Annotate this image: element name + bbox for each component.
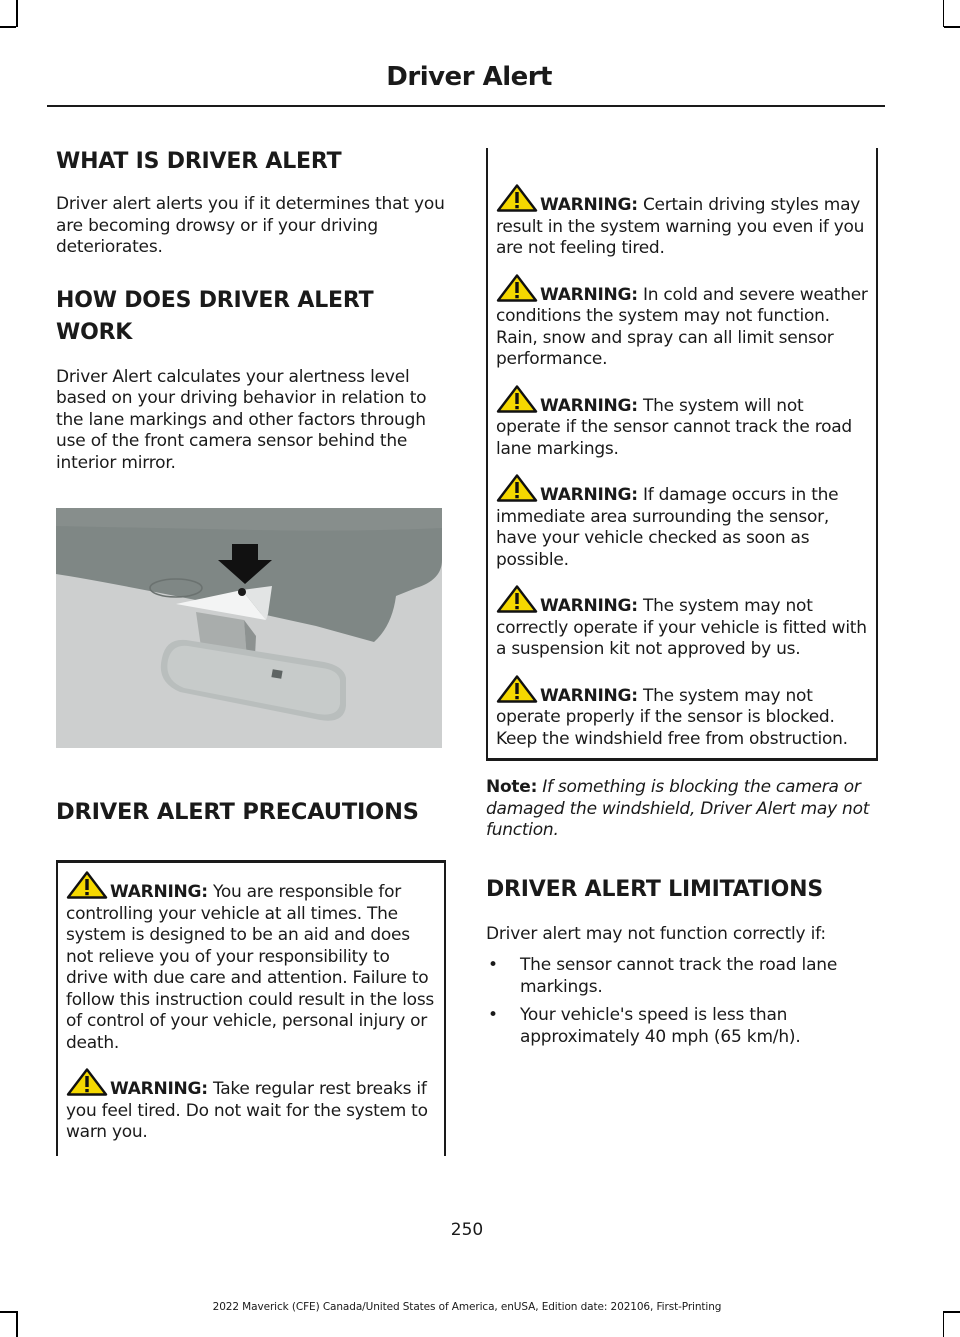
paragraph-what-is: Driver alert alerts you if it determines that you are becoming drowsy or if your driving deteriorates. bbox=[56, 194, 445, 257]
warning-text: Certain driving styles may result in the system warning you even if you are not feeling tired. bbox=[496, 195, 865, 258]
warning-item bbox=[496, 385, 868, 461]
warning-text: If damage occurs in the immediate area surrounding the sensor, have your vehicle checked as soon as possible. bbox=[496, 485, 839, 570]
warning-item bbox=[496, 274, 868, 371]
warning-triangle-icon bbox=[496, 184, 538, 212]
crop-mark bbox=[16, 1311, 18, 1337]
heading-how-does-driver-alert-work: HOW DOES DRIVER ALERT WORK bbox=[56, 287, 374, 345]
warning-text: You are responsible for controlling your vehicle at all times. The system is designed to be an aid and does not relieve you of your responsibility to drive with due care and attention. Failure to follow this instruction could result in the loss of control of your vehicle, personal injury or death. bbox=[66, 882, 435, 1053]
crop-mark bbox=[944, 1311, 960, 1313]
paragraph-limitations: Driver alert may not function correctly if: bbox=[486, 923, 826, 944]
list-item: • Your vehicle's speed is less than approximately 40 mph (65 km/h). bbox=[486, 1005, 878, 1048]
paragraph-how-it-works: Driver Alert calculates your alertness level based on your driving behavior in relation to the lane markings and other factors through use of the front camera sensor behind the interior mirror. bbox=[56, 366, 427, 473]
crop-mark bbox=[943, 0, 945, 27]
warning-triangle-icon bbox=[66, 871, 108, 899]
warning-label: WARNING: bbox=[540, 195, 638, 215]
note-text: If something is blocking the camera or damaged the windshield, Driver Alert may not function. bbox=[486, 777, 870, 840]
page-footer: 2022 Maverick (CFE) Canada/United States of America, enUSA, Edition date: 202106, First-Printing bbox=[212, 1301, 722, 1313]
crop-mark bbox=[944, 26, 960, 28]
warning-item bbox=[66, 1068, 436, 1144]
page-number: 250 bbox=[450, 1220, 484, 1240]
warning-box-left bbox=[56, 860, 446, 1156]
heading-driver-alert-precautions: DRIVER ALERT PRECAUTIONS bbox=[56, 799, 419, 825]
crop-mark bbox=[0, 26, 16, 28]
warning-label: WARNING: bbox=[110, 882, 208, 902]
note bbox=[486, 777, 878, 842]
warning-text: The system may not correctly operate if your vehicle is fitted with a suspension kit not approved by us. bbox=[496, 596, 867, 659]
heading-what-is-driver-alert: WHAT IS DRIVER ALERT bbox=[56, 149, 342, 174]
warning-triangle-icon bbox=[496, 585, 538, 613]
warning-triangle-icon bbox=[496, 675, 538, 703]
page-header-title: Driver Alert bbox=[386, 62, 552, 92]
warning-item bbox=[496, 474, 868, 571]
warning-item bbox=[496, 585, 868, 661]
warning-triangle-icon bbox=[496, 274, 538, 302]
warning-triangle-icon bbox=[66, 1068, 108, 1096]
warning-text: The system will not operate if the sensor cannot track the road lane markings. bbox=[496, 395, 852, 459]
left-column bbox=[56, 140, 446, 1156]
warning-label: WARNING: bbox=[110, 1079, 208, 1099]
warning-triangle-icon bbox=[496, 385, 538, 413]
warning-item bbox=[496, 148, 868, 260]
header-rule bbox=[47, 105, 885, 107]
warning-item bbox=[496, 675, 868, 751]
warning-text: In cold and severe weather conditions the system may not function. Rain, snow and spray can all limit sensor performance. bbox=[496, 284, 868, 369]
warning-triangle-icon bbox=[496, 474, 538, 502]
crop-mark bbox=[16, 0, 18, 27]
crop-mark bbox=[943, 1311, 945, 1337]
warning-label: WARNING: bbox=[540, 485, 638, 505]
list-item: • The sensor cannot track the road lane markings. bbox=[486, 955, 878, 998]
heading-driver-alert-limitations: DRIVER ALERT LIMITATIONS bbox=[486, 876, 823, 902]
warning-label: WARNING: bbox=[540, 284, 638, 305]
warning-box-right bbox=[486, 148, 878, 761]
note-label: Note: bbox=[486, 777, 538, 797]
warning-item bbox=[66, 871, 436, 1054]
warning-label: WARNING: bbox=[540, 395, 638, 416]
limitations-list bbox=[486, 955, 878, 1048]
warning-label: WARNING: bbox=[540, 596, 638, 616]
warning-label: WARNING: bbox=[540, 685, 638, 706]
warning-text: Take regular rest breaks if you feel tired. Do not wait for the system to warn you. bbox=[66, 1079, 428, 1142]
warning-text: The system may not operate properly if the sensor is blocked. Keep the windshield free from obstruction. bbox=[496, 685, 848, 749]
camera-sensor-illustration bbox=[56, 508, 442, 748]
right-column bbox=[486, 140, 878, 1055]
